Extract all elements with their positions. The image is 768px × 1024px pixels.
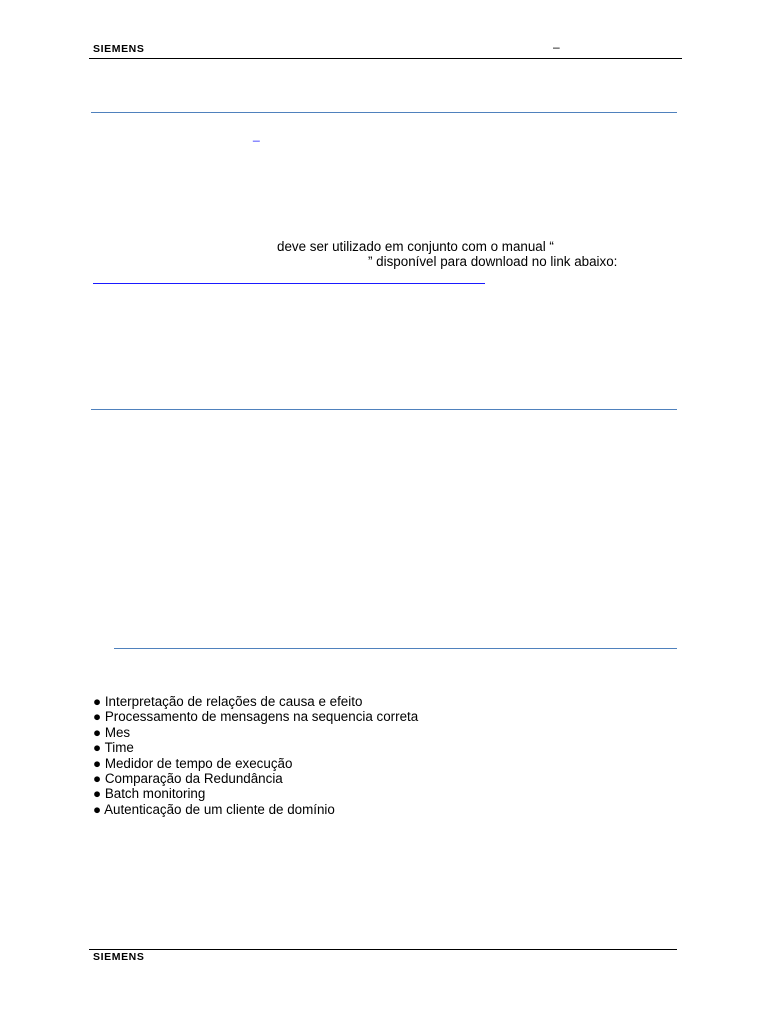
section-divider-1 [91,112,677,113]
list-item: ● Time [93,740,134,756]
list-item: ● Mes [93,724,131,740]
bullet-icon: ● [93,724,102,740]
list-item: ● Batch monitoring [93,786,206,802]
bullet-icon: ● [93,740,102,756]
header-logo: SIEMENS [93,43,145,55]
intro-line-1: deve ser utilizado em conjunto com o manual “ [277,239,554,254]
download-link-underline[interactable] [93,283,485,284]
bullet-icon: ● [93,755,102,771]
list-item: ● Comparação da Redundância [93,771,283,787]
feature-list [93,694,418,817]
footer-logo: SIEMENS [93,951,145,963]
bullet-icon: ● [93,801,102,817]
section-divider-2 [91,409,677,410]
bullet-icon: ● [93,694,102,709]
bullet-icon: ● [93,786,102,802]
list-item: ● Autenticação de um cliente de domínio [93,801,335,817]
intro-line-2: ” disponível para download no link abaixo: [368,254,618,269]
bullet-icon: ● [93,771,102,787]
header-dash: – [553,40,560,54]
text-marker: _ [253,128,260,142]
footer-rule [89,949,677,950]
list-item: ● Processamento de mensagens na sequencia correta [93,709,419,725]
list-item: ● Interpretação de relações de causa e efeito [93,694,363,709]
header-rule [89,58,682,59]
section-divider-3 [114,648,677,649]
bullet-icon: ● [93,709,102,725]
list-item: ● Medidor de tempo de execução [93,755,293,771]
